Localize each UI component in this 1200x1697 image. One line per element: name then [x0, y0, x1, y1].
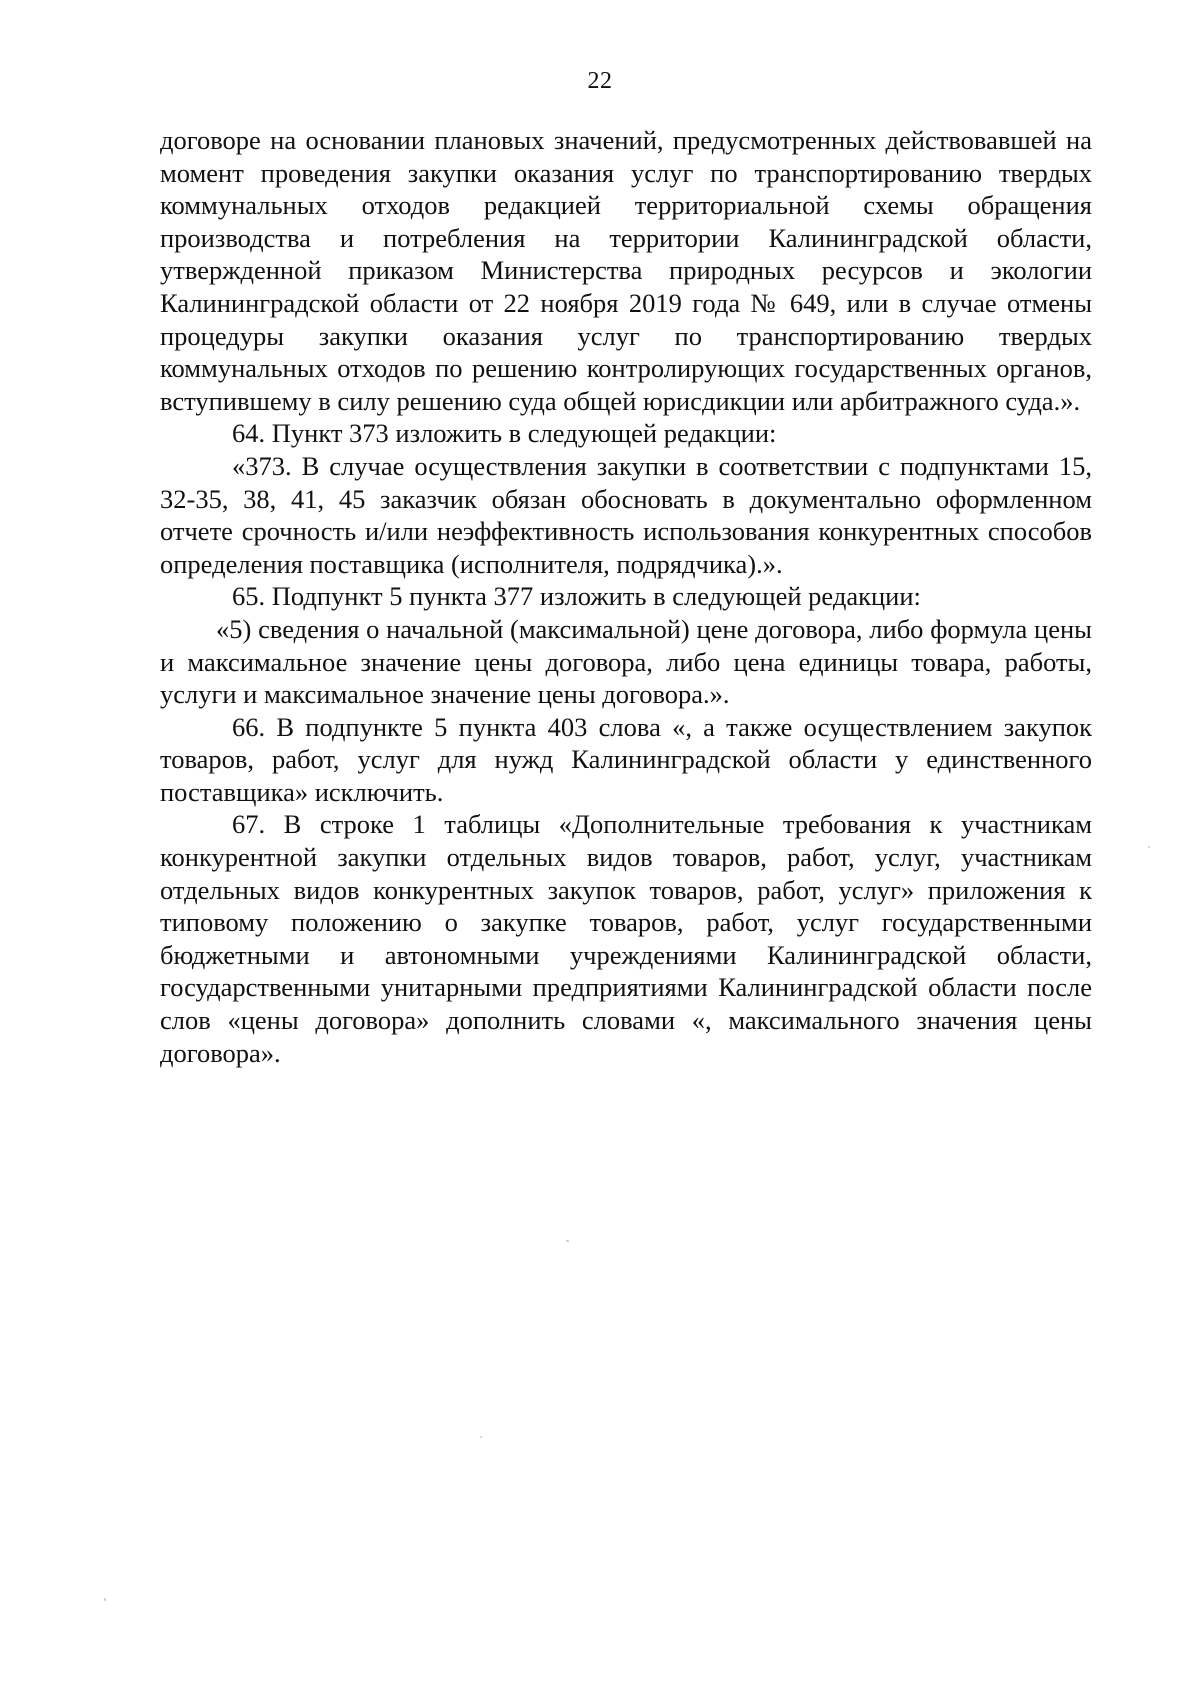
document-body: [160, 124, 1092, 1069]
page-number: 22: [587, 68, 613, 94]
paragraph-continuation: договоре на основании плановых значений, предусмотренных действовавшей на момент проведения закупки оказания услуг по транспортированию твердых коммунальных отходов редакцией территориальной схемы обращения производства и потребления на территории Калининградской области, утвержденной приказом Министерства природных ресурсов и экологии Калининградской области от 22 ноября 2019 года № 649, или в случае отмены процедуры закупки оказания услуг по транспортированию твердых коммунальных отходов по решению контролирующих государственных органов, вступившему в силу решению суда общей юрисдикции или арбитражного суда.».: [160, 125, 1092, 416]
paragraph-item-65: 65. Подпункт 5 пункта 377 изложить в следующей редакции:: [232, 581, 921, 612]
paragraph-quote-subitem-5: «5) сведения о начальной (максимальной) цене договора, либо формула цены и максимальное значение цены договора, либо цена единицы товара, работы, услуги и максимальное значение цены договора.».: [160, 613, 1092, 710]
scan-speck: [480, 1436, 482, 1438]
paragraph-quote-373: «373. В случае осуществления закупки в соответствии с подпунктами 15, 32-35, 38, 41, 45 заказчик обязан обосновать в документально оформленном отчете срочность и/или неэффективность использования конкурентных способов определения поставщика (исполнителя, подрядчика).».: [160, 450, 1092, 579]
paragraph-item-67: 67. В строке 1 таблицы «Дополнительные требования к участникам конкурентной закупки отдельных видов товаров, работ, услуг, участникам отдельных видов конкурентных закупок товаров, работ, услуг» приложения к типовому положению о закупке товаров, работ, услуг государственными бюджетными и автономными учреждениями Калининградской области, государственными унитарными предприятиями Калининградской области после слов «цены договора» дополнить словами «, максимального значения цены договора».: [160, 809, 1092, 1068]
scan-speck: [566, 1240, 569, 1242]
scan-speck: [104, 1598, 106, 1601]
paragraph-item-64: 64. Пункт 373 изложить в следующей редакции:: [232, 418, 777, 449]
paragraph-item-66: 66. В подпункте 5 пункта 403 слова «, а также осуществлением закупок товаров, работ, услуг для нужд Калининградской области у единственного поставщика» исключить.: [160, 711, 1092, 807]
scan-speck: [1148, 846, 1150, 848]
